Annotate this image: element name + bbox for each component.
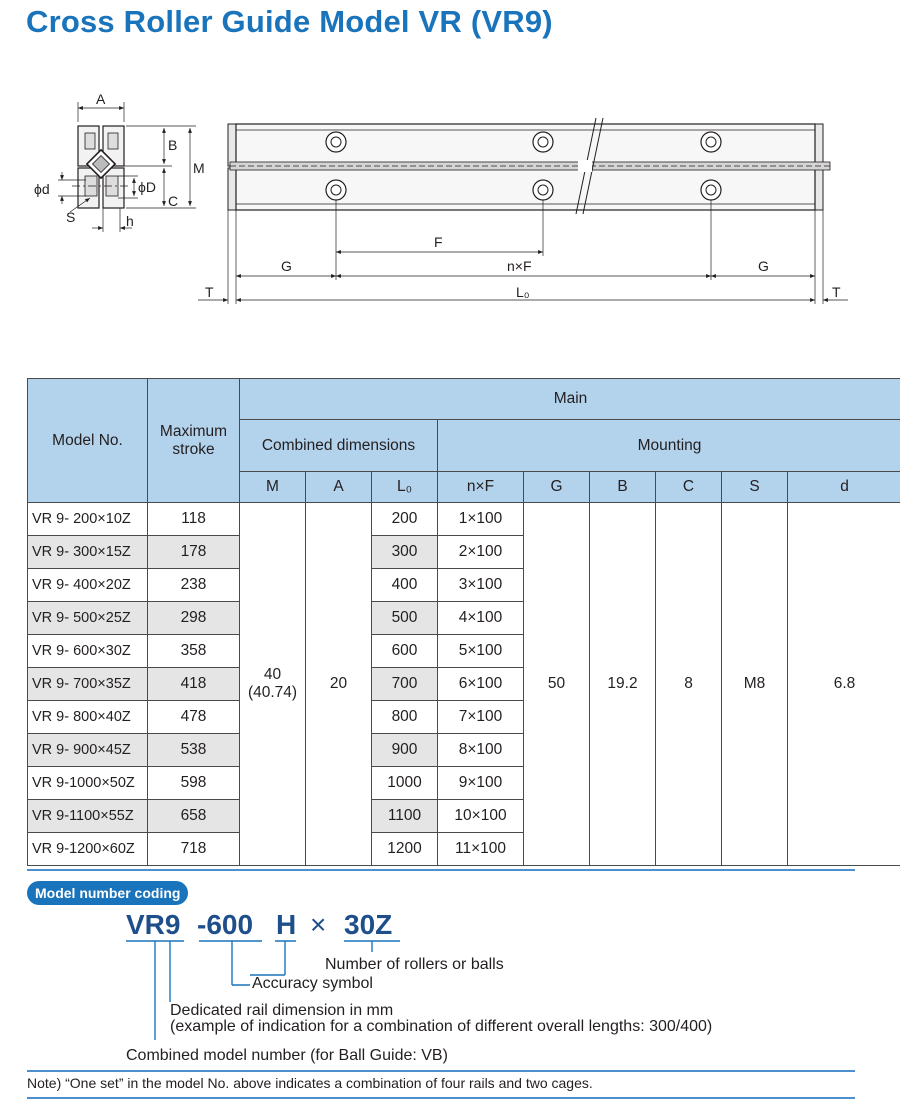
col-header-max-stroke: Maximum stroke <box>148 379 240 503</box>
dim-label-m: M <box>193 160 205 176</box>
dim-label-n-times-f: n×F <box>507 258 532 274</box>
cell-nf: 1×100 <box>438 503 524 536</box>
cell-b-shared: 19.2 <box>590 503 656 866</box>
cell-model: VR 9- 900×45Z <box>28 734 148 767</box>
model-coding-badge: Model number coding <box>27 881 188 905</box>
dimension-drawing <box>0 0 900 330</box>
m-alt-value: (40.74) <box>247 684 298 701</box>
dim-label-f: F <box>434 234 443 250</box>
code-rollers: 30Z <box>344 909 393 940</box>
spec-table <box>27 378 900 866</box>
cell-nf: 3×100 <box>438 569 524 602</box>
cell-a-shared: 20 <box>306 503 372 866</box>
cell-model: VR 9-1000×50Z <box>28 767 148 800</box>
cell-stroke: 178 <box>148 536 240 569</box>
dim-label-g-right: G <box>758 258 769 274</box>
col-header-mounting: Mounting <box>438 420 900 472</box>
col-header-model-no: Model No. <box>28 379 148 503</box>
dim-label-g-left: G <box>281 258 292 274</box>
col-header-a: A <box>306 472 372 503</box>
cell-model: VR 9- 800×40Z <box>28 701 148 734</box>
dim-label-t-right: T <box>832 284 841 300</box>
cell-lo: 400 <box>372 569 438 602</box>
dim-label-phi-d: ϕd <box>34 181 50 197</box>
col-header-combined: Combined dimensions <box>240 420 438 472</box>
dim-label-h: h <box>126 213 134 229</box>
cell-lo: 800 <box>372 701 438 734</box>
col-header-lo: L₀ <box>372 472 438 503</box>
caption-series: Combined model number (for Ball Guide: VB) <box>126 1047 448 1064</box>
cell-model: VR 9- 200×10Z <box>28 503 148 536</box>
cell-lo: 300 <box>372 536 438 569</box>
dim-label-a: A <box>96 91 106 107</box>
cell-stroke: 598 <box>148 767 240 800</box>
col-header-c: C <box>656 472 722 503</box>
dim-label-s: S <box>66 209 76 225</box>
cell-nf: 2×100 <box>438 536 524 569</box>
dim-label-b: B <box>168 137 178 153</box>
cell-d-shared: 6.8 <box>788 503 900 866</box>
cell-model: VR 9- 700×35Z <box>28 668 148 701</box>
col-header-s: S <box>722 472 788 503</box>
col-header-b: B <box>590 472 656 503</box>
cell-stroke: 358 <box>148 635 240 668</box>
cell-nf: 5×100 <box>438 635 524 668</box>
cross-section-view <box>34 91 205 232</box>
cell-nf: 11×100 <box>438 833 524 866</box>
cell-stroke: 718 <box>148 833 240 866</box>
cell-stroke: 298 <box>148 602 240 635</box>
caption-rail-example: (example of indication for a combination of different overall lengths: 300/400) <box>170 1018 713 1035</box>
cell-nf: 7×100 <box>438 701 524 734</box>
caption-rollers: Number of rollers or balls <box>325 956 504 973</box>
cell-model: VR 9-1200×60Z <box>28 833 148 866</box>
cell-lo: 600 <box>372 635 438 668</box>
divider <box>27 869 855 871</box>
divider <box>27 1070 855 1072</box>
col-header-d: d <box>788 472 900 503</box>
dim-label-phi-big-d: ϕD <box>138 179 156 195</box>
dim-label-c: C <box>168 193 179 209</box>
cell-nf: 4×100 <box>438 602 524 635</box>
cell-nf: 10×100 <box>438 800 524 833</box>
divider <box>27 1097 855 1099</box>
cell-nf: 8×100 <box>438 734 524 767</box>
code-series: VR9 <box>126 909 181 940</box>
cell-s-shared: M8 <box>722 503 788 866</box>
cell-stroke: 118 <box>148 503 240 536</box>
cell-model: VR 9- 300×15Z <box>28 536 148 569</box>
cell-nf: 9×100 <box>438 767 524 800</box>
code-times: × <box>310 909 327 940</box>
cell-stroke: 238 <box>148 569 240 602</box>
cell-lo: 200 <box>372 503 438 536</box>
col-header-m: M <box>240 472 306 503</box>
cell-model: VR 9- 600×30Z <box>28 635 148 668</box>
cell-lo: 500 <box>372 602 438 635</box>
col-header-nf: n×F <box>438 472 524 503</box>
cell-model: VR 9- 400×20Z <box>28 569 148 602</box>
col-header-main: Main <box>240 379 900 420</box>
caption-rail: Dedicated rail dimension in mm <box>170 1002 394 1019</box>
cell-stroke: 478 <box>148 701 240 734</box>
cell-model: VR 9-1100×55Z <box>28 800 148 833</box>
cell-stroke: 658 <box>148 800 240 833</box>
footnote: Note) “One set” in the model No. above indicates a combination of four rails and two cages. <box>27 1075 593 1091</box>
code-rail: -600 <box>197 909 254 940</box>
table-row <box>28 503 900 536</box>
side-view <box>198 118 848 304</box>
m-value: 40 <box>263 666 282 683</box>
cell-lo: 1000 <box>372 767 438 800</box>
cell-m-shared <box>240 503 306 866</box>
code-accuracy: H <box>276 909 297 940</box>
cell-stroke: 418 <box>148 668 240 701</box>
cell-lo: 1200 <box>372 833 438 866</box>
cell-lo: 900 <box>372 734 438 767</box>
cell-nf: 6×100 <box>438 668 524 701</box>
cell-c-shared: 8 <box>656 503 722 866</box>
dim-label-t-left: T <box>205 284 214 300</box>
caption-accuracy: Accuracy symbol <box>252 975 373 992</box>
cell-lo: 700 <box>372 668 438 701</box>
dim-label-l0: L₀ <box>516 284 530 300</box>
page-title: Cross Roller Guide Model VR (VR9) <box>26 4 553 39</box>
cell-lo: 1100 <box>372 800 438 833</box>
cell-model: VR 9- 500×25Z <box>28 602 148 635</box>
cell-g-shared: 50 <box>524 503 590 866</box>
cell-stroke: 538 <box>148 734 240 767</box>
col-header-g: G <box>524 472 590 503</box>
